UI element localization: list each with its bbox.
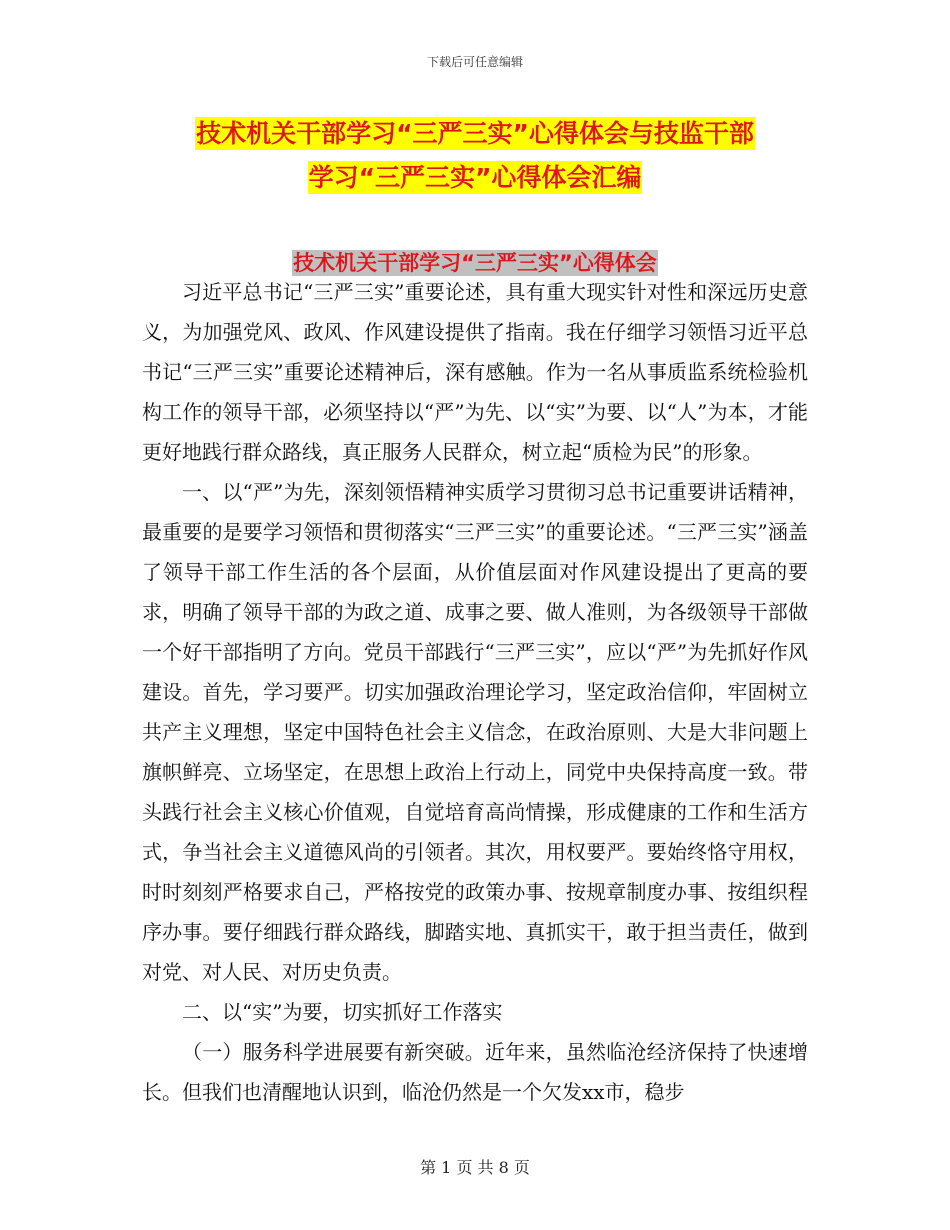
page-footer: 第 1 页 共 8 页 — [420, 1158, 530, 1177]
section-title-highlight: 技术机关干部学习“三严三实”心得体会 — [293, 251, 657, 275]
page-header: 下载后可任意编辑 — [426, 55, 523, 69]
paragraph: 二、以“实”为要，切实抓好工作落实 — [182, 1000, 503, 1024]
paragraph: 一、以“严”为先，深刻领悟精神实质学习贯彻习总书记重要讲话精神，最重要的是要学习领悟和贯彻落实“三严三实”的重要论述。“三严三实”涵盖了领导干部工作生活的各个层面，从价值层面对作风建设提出了更高的要求，明确了领导干部的为政之道、成事之要、做人准则，为各级领导干部做一个好干部指明了方向。党员干部践行“三严三实”，应以“严”为先抓好作风建设。首先，学习要严。切实加强政治理论学习，坚定政治信仰，牢固树立共产主义理想，坚定中国特色社会主义信念，在政治原则、大是大非问题上旗帜鲜亮、立场坚定，在思想上政治上行动上，同党中央保持高度一致。带头践行社会主义核心价值观，自觉培育高尚情操，形成健康的工作和生活方式，争当社会主义道德风尚的引领者。其次，用权要严。要始终恪守用权，时时刻刻严格要求自己，严格按党的政策办事、按规章制度办事、按组织程序办事。要仔细践行群众路线，脚踏实地、真抓实干，敢于担当责任，做到对党、对人民、对历史负责。 — [142, 480, 808, 984]
title-highlight-2: 学习“三严三实”心得体会汇编 — [308, 163, 642, 192]
title-highlight-1: 技术机关干部学习“三严三实”心得体会与技监干部 — [196, 119, 754, 148]
document-body — [142, 272, 808, 1112]
paragraph: （一）服务科学进展要有新突破。近年来，虽然临沧经济保持了快速增长。但我们也清醒地认识到，临沧仍然是一个欠发xx市，稳步 — [142, 1040, 808, 1104]
document-title-line-1 — [0, 114, 950, 150]
paragraph: 习近平总书记“三严三实”重要论述，具有重大现实针对性和深远历史意义，为加强党风、政风、作风建设提供了指南。我在仔细学习领悟习近平总书记“三严三实”重要论述精神后，深有感触。作为一名从事质监系统检验机构工作的领导干部，必须坚持以“严”为先、以“实”为要、以“人”为本，才能更好地践行群众路线，真正服务人民群众，树立起“质检为民”的形象。 — [142, 280, 808, 464]
document-title-line-2 — [0, 158, 950, 194]
